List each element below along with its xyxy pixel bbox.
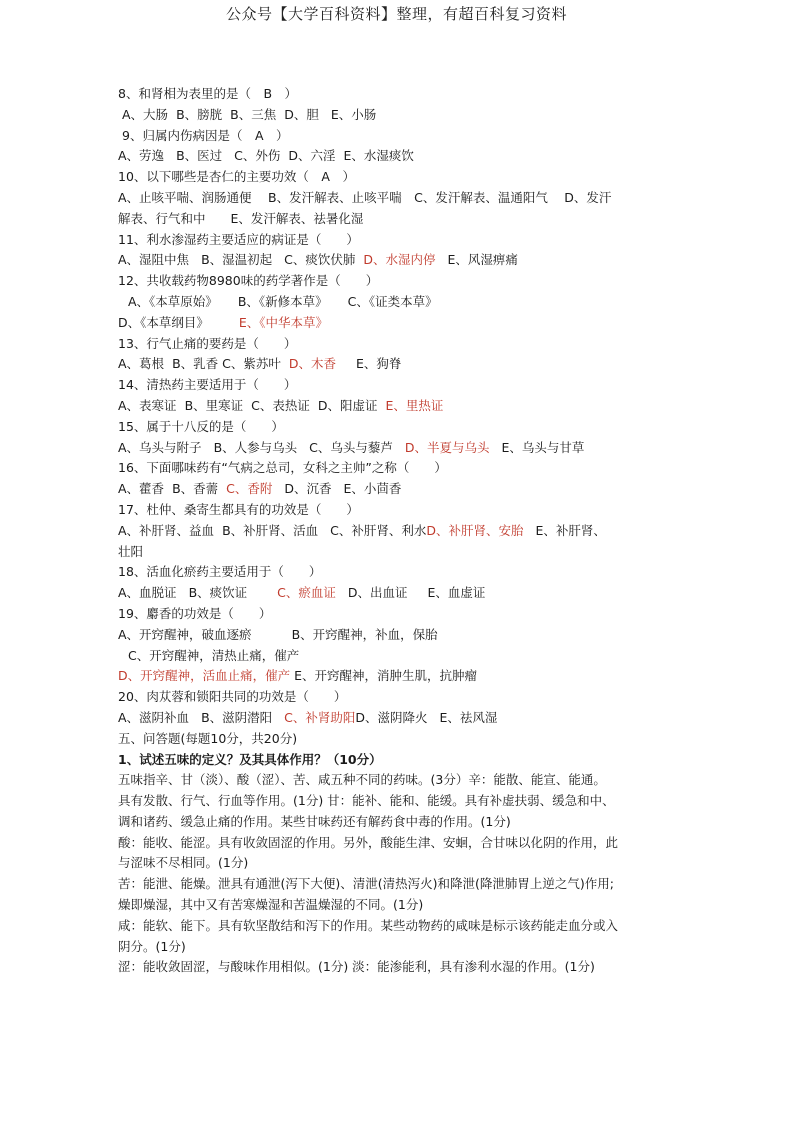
option-answer: C、瘀血证 (277, 585, 336, 601)
essay-answer-line: 五味指辛、甘（淡）、酸（涩）、苦、咸五种不同的药味。(3分）辛：能散、能宣、能通。 (118, 772, 606, 788)
question-stem: 11、利水渗湿药主要适应的病证是（ ） (118, 231, 359, 247)
page-header: 公众号【大学百科资料】整理，有超百科复习资料 (225, 5, 567, 23)
option: E、补肝肾、 (535, 522, 606, 538)
option: A、大肠 (122, 106, 169, 122)
option: B、滋阴潜阳 (201, 709, 273, 725)
option: A、劳逸 (118, 148, 165, 164)
option-answer: D、水湿内停 (363, 252, 436, 268)
option-answer: D、补肝肾、安胎 (426, 522, 524, 538)
option: C、乌头与藜芦 (309, 439, 393, 455)
document-body (118, 84, 683, 978)
option: C、痰饮伏肺 (284, 252, 356, 268)
question-stem: 20、肉苁蓉和锁阳共同的功效是（ ） (118, 689, 347, 705)
option: A、补肝肾、益血 (118, 522, 215, 538)
option: A、葛根 (118, 356, 165, 372)
question-options (118, 521, 683, 542)
option: A、滋阴补血 (118, 709, 190, 725)
option: E、祛风湿 (439, 709, 498, 725)
question-stem: 12、共收载药物8980味的药学著作是（ ） (118, 273, 379, 289)
option: B、乳香 (172, 356, 219, 372)
option: D、滋阴降火 (355, 709, 428, 725)
option: C、补肝肾、利水 (330, 522, 427, 538)
essay-answer-line: 苦：能泄、能燥。泄具有通泄(泻下大便)、清泄(清热泻火)和降泄(降泄肺胃上逆之气)作用; (118, 876, 614, 892)
question-stem: 16、下面哪味药有“气病之总司，女科之主帅”之称（ ） (118, 460, 447, 476)
option: E、风湿痹痛 (447, 252, 518, 268)
question-options (118, 396, 683, 417)
option: A、表寒证 (118, 397, 177, 413)
option: E、乌头与甘草 (501, 439, 585, 455)
question-stem: 10、以下哪些是杏仁的主要功效（ A ） (118, 169, 355, 185)
option: B、膀胱 (176, 106, 223, 122)
option: E、小肠 (330, 106, 377, 122)
question-options: A、止咳平喘、润肠通便 B、发汗解表、止咳平喘 C、发汗解表、温通阳气 D、发汗 (118, 189, 612, 205)
option-answer: C、补肾助阳 (284, 709, 356, 725)
option: B、人参与乌头 (213, 439, 298, 455)
option: B、开窍醒神，补血，保胎 (291, 626, 438, 642)
option: D、胆 (284, 106, 319, 122)
question-stem: 17、杜仲、桑寄生都具有的功效是（ ） (118, 501, 359, 517)
option: E、小茴香 (343, 481, 402, 497)
question-options (118, 438, 683, 459)
question-options (118, 479, 683, 500)
option: A、乌头与附子 (118, 439, 202, 455)
essay-answer-line: 燥即燥湿，其中又有苦寒燥湿和苦温燥湿的不同。(1分) (118, 897, 424, 913)
option: D、《本草纲目》 (118, 314, 209, 330)
essay-answer-line: 具有发散、行气、行血等作用。(1分) 甘：能补、能和、能缓。具有补虚扶弱、缓急和中、 (118, 793, 615, 809)
question-stem: 13、行气止痛的要药是（ ） (118, 335, 297, 351)
option: B、里寒证 (184, 397, 244, 413)
option: E、血虚证 (427, 585, 486, 601)
question-options (118, 105, 683, 126)
option-answer: D、木香 (288, 356, 337, 372)
question-stem: 9、归属内伤病因是（ A ） (122, 127, 289, 143)
option: A、开窍醒神，破血逐瘀 (118, 626, 252, 642)
option: C、表热证 (251, 397, 310, 413)
option-answer: D、半夏与乌头 (404, 439, 490, 455)
essay-answer-line: 涩：能收敛固涩，与酸味作用相似。(1分) 淡：能渗能利，具有渗利水湿的作用。(1分) (118, 959, 595, 975)
essay-answer-line: 酸：能收、能涩。具有收敛固涩的作用。另外，酸能生津、安蛔，合甘味以化阴的作用，此 (118, 834, 619, 850)
option: A、《本草原始》 (128, 293, 218, 309)
option: D、出血证 (347, 585, 408, 601)
option-answer: E、《中华本草》 (238, 314, 329, 330)
question-options (118, 354, 683, 375)
section-heading: 五、问答题(每题10分，共20分) (118, 730, 298, 746)
question-options (118, 250, 683, 271)
essay-answer-line: 咸：能软、能下。具有软坚散结和泻下的作用。某些动物药的咸味是标示该药能走血分或入 (118, 917, 619, 933)
question-options (118, 292, 683, 313)
essay-question-title: 1、试述五味的定义？及其具体作用？（10分） (118, 751, 382, 767)
option: D、阳虚证 (317, 397, 378, 413)
question-options-cont: 壮阳 (118, 543, 144, 559)
option: A、血脱证 (118, 585, 177, 601)
option: A、藿香 (118, 481, 165, 497)
question-options (118, 583, 683, 604)
option: B、痰饮证 (188, 585, 248, 601)
option: B、三焦 (230, 106, 277, 122)
option: E、狗脊 (356, 356, 402, 372)
question-options (118, 666, 683, 687)
option: C、外伤 (234, 148, 281, 164)
option: D、六淫 (288, 148, 336, 164)
option: E、水湿痰饮 (343, 148, 414, 164)
question-options (118, 313, 683, 334)
question-stem: 15、属于十八反的是（ ） (118, 418, 284, 434)
option-answer: E、里热证 (385, 397, 444, 413)
option: B、医过 (176, 148, 223, 164)
option-answer: C、香附 (226, 481, 273, 497)
question-options (118, 708, 683, 729)
option-answer: D、开窍醒神，活血止痛，催产 (118, 668, 291, 684)
option: C、《证类本草》 (347, 293, 438, 309)
option: B、湿温初起 (201, 252, 273, 268)
option: E、开窍醒神，消肿生肌，抗肿瘤 (294, 668, 478, 684)
question-options (118, 625, 683, 646)
question-options: C、开窍醒神，清热止痛，催产 (128, 647, 300, 663)
question-stem: 19、麝香的功效是（ ） (118, 605, 272, 621)
option: B、补肝肾、活血 (222, 522, 319, 538)
question-stem: 18、活血化瘀药主要适用于（ ） (118, 564, 322, 580)
option: D、沉香 (284, 481, 332, 497)
option: B、香薷 (172, 481, 219, 497)
question-stem: 8、和肾相为表里的是（ B ） (118, 86, 298, 101)
question-options-cont: 解表、行气和中 E、发汗解表、祛暑化湿 (118, 210, 364, 226)
question-options (118, 146, 683, 167)
option: C、紫苏叶 (222, 356, 281, 372)
option: B、《新修本草》 (237, 293, 328, 309)
option: A、湿阻中焦 (118, 252, 190, 268)
essay-answer-line: 阴分。(1分) (118, 938, 186, 954)
essay-answer-line: 调和诸药、缓急止痛的作用。某些甘味药还有解药食中毒的作用。(1分) (118, 813, 511, 829)
essay-answer-line: 与涩味不尽相同。(1分) (118, 855, 249, 871)
question-stem: 14、清热药主要适用于（ ） (118, 377, 297, 393)
